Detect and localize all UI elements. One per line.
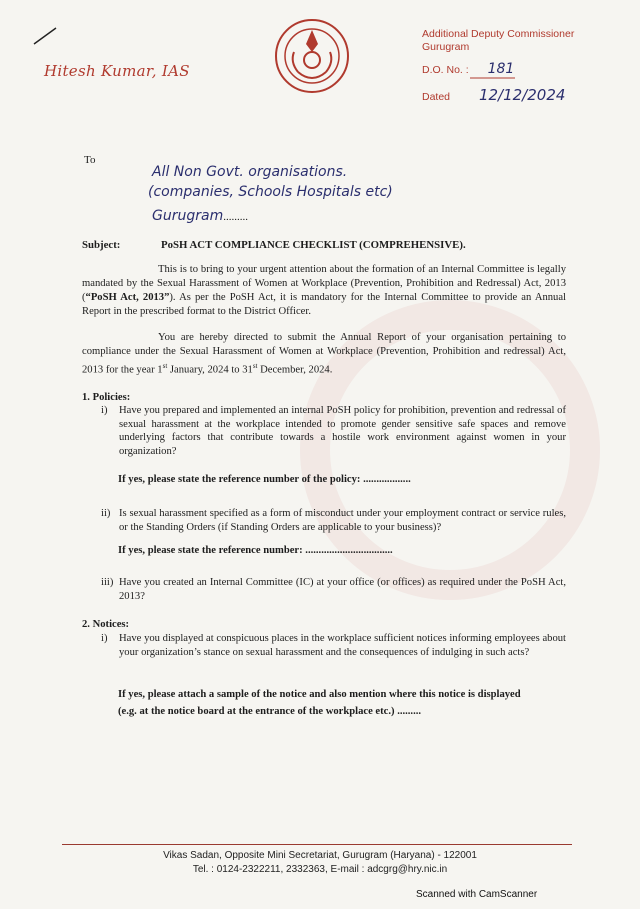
para2-sup-1: st	[162, 362, 168, 370]
office-city: Gurugram	[422, 41, 470, 53]
dated-row	[422, 86, 565, 104]
office-designation	[422, 28, 574, 54]
do-underline	[470, 77, 515, 79]
do-label: D.O. No. :	[422, 64, 469, 76]
address-city: Gurugram	[152, 208, 224, 224]
footer-address: Vikas Sadan, Opposite Mini Secretariat, Gurugram (Haryana) - 122001	[163, 850, 477, 861]
subject-row	[82, 239, 466, 251]
subject-label: Subject:	[82, 239, 121, 251]
question-number: i)	[101, 405, 108, 416]
answer-policy-1: If yes, please state the reference number of the policy: ..................	[118, 474, 411, 485]
question-text: Have you displayed at conspicuous places in the workplace sufficient notices informing employees about your organization’s stance on sexual harassment and the consequences of indulging in such acts?	[119, 633, 566, 658]
dated-label: Dated	[422, 91, 451, 103]
answer-policy-2: If yes, please state the reference number: .................................	[118, 545, 393, 556]
haryana-emblem-icon	[272, 14, 352, 102]
signatory-name: Hitesh Kumar, IAS	[44, 62, 190, 80]
pen-stroke-mark	[30, 18, 60, 48]
question-text: Is sexual harassment specified as a form of misconduct under your employment contract or service rules, or the Standing Orders (if Standing Orders are applicable to your business)?	[119, 508, 566, 533]
section-notices-title: 2. Notices:	[82, 619, 130, 630]
footer-divider	[62, 844, 572, 845]
answer-notices-line-1: If yes, please attach a sample of the notice and also mention where this notice is displayed	[118, 689, 521, 700]
para1-act-name: “PoSH Act, 2013”	[85, 292, 170, 303]
do-number-row	[422, 61, 514, 77]
address-line-1: All Non Govt. organisations.	[152, 164, 348, 180]
para2-text-b: January, 2024 to 31	[167, 364, 253, 376]
para2-text-c: December, 2024.	[257, 364, 333, 376]
question-text: Have you prepared and implemented an internal PoSH policy for prohibition, prevention and redressal of sexual harassment at the workplace intended to promote gender sensitive safe spaces and remove underlying factors that contribute towards a hostile work environment against women in your organization?	[119, 405, 566, 457]
address-dots: .........	[223, 211, 248, 223]
subject-text: PoSH ACT COMPLIANCE CHECKLIST (COMPREHENSIVE).	[161, 239, 466, 251]
to-label: To	[84, 154, 96, 166]
question-number: ii)	[101, 508, 111, 519]
question-text: Have you created an Internal Committee (IC) at your office (or offices) as required under the PoSH Act, 2013?	[119, 577, 566, 602]
question-number: iii)	[101, 577, 114, 588]
dated-value: 12/12/2024	[478, 86, 566, 104]
answer-notices-line-2: (e.g. at the notice board at the entrance of the workplace etc.) .........	[118, 706, 422, 717]
question-number: i)	[101, 633, 108, 644]
address-line-3	[152, 208, 248, 225]
footer-contact: Tel. : 0124-2322211, 2332363, E-mail : adcgrg@hry.nic.in	[192, 864, 448, 875]
scanner-watermark: Scanned with CamScanner	[416, 889, 538, 900]
para1-text-a: This is to bring to your urgent attention about the formation of an Internal Committee is legally mandated by the Sexual Harassment of Women at Workplace (Prevention, Prohibition and Redressal) Act, 2013 (	[82, 264, 566, 303]
paragraph-directive	[82, 331, 566, 378]
para2-sup-2: st	[252, 362, 258, 370]
address-line-2: (companies, Schools Hospitals etc)	[148, 184, 393, 200]
paragraph-intro	[82, 263, 566, 319]
para2-text-a: You are hereby directed to submit the Annual Report of your organisation pertaining to compliance under the Sexual Harassment of Women at Workplace (Prevention, Prohibition and redressal) Act, 2013 for the year 1	[82, 332, 566, 376]
para1-text-b: ). As per the PoSH Act, it is mandatory for the Internal Committee to provide an Annual Report in the prescribed format to the District Officer.	[82, 292, 567, 317]
section-policies-title: 1. Policies:	[82, 392, 131, 403]
do-value: 181	[487, 61, 515, 77]
office-title: Additional Deputy Commissioner	[422, 28, 575, 40]
